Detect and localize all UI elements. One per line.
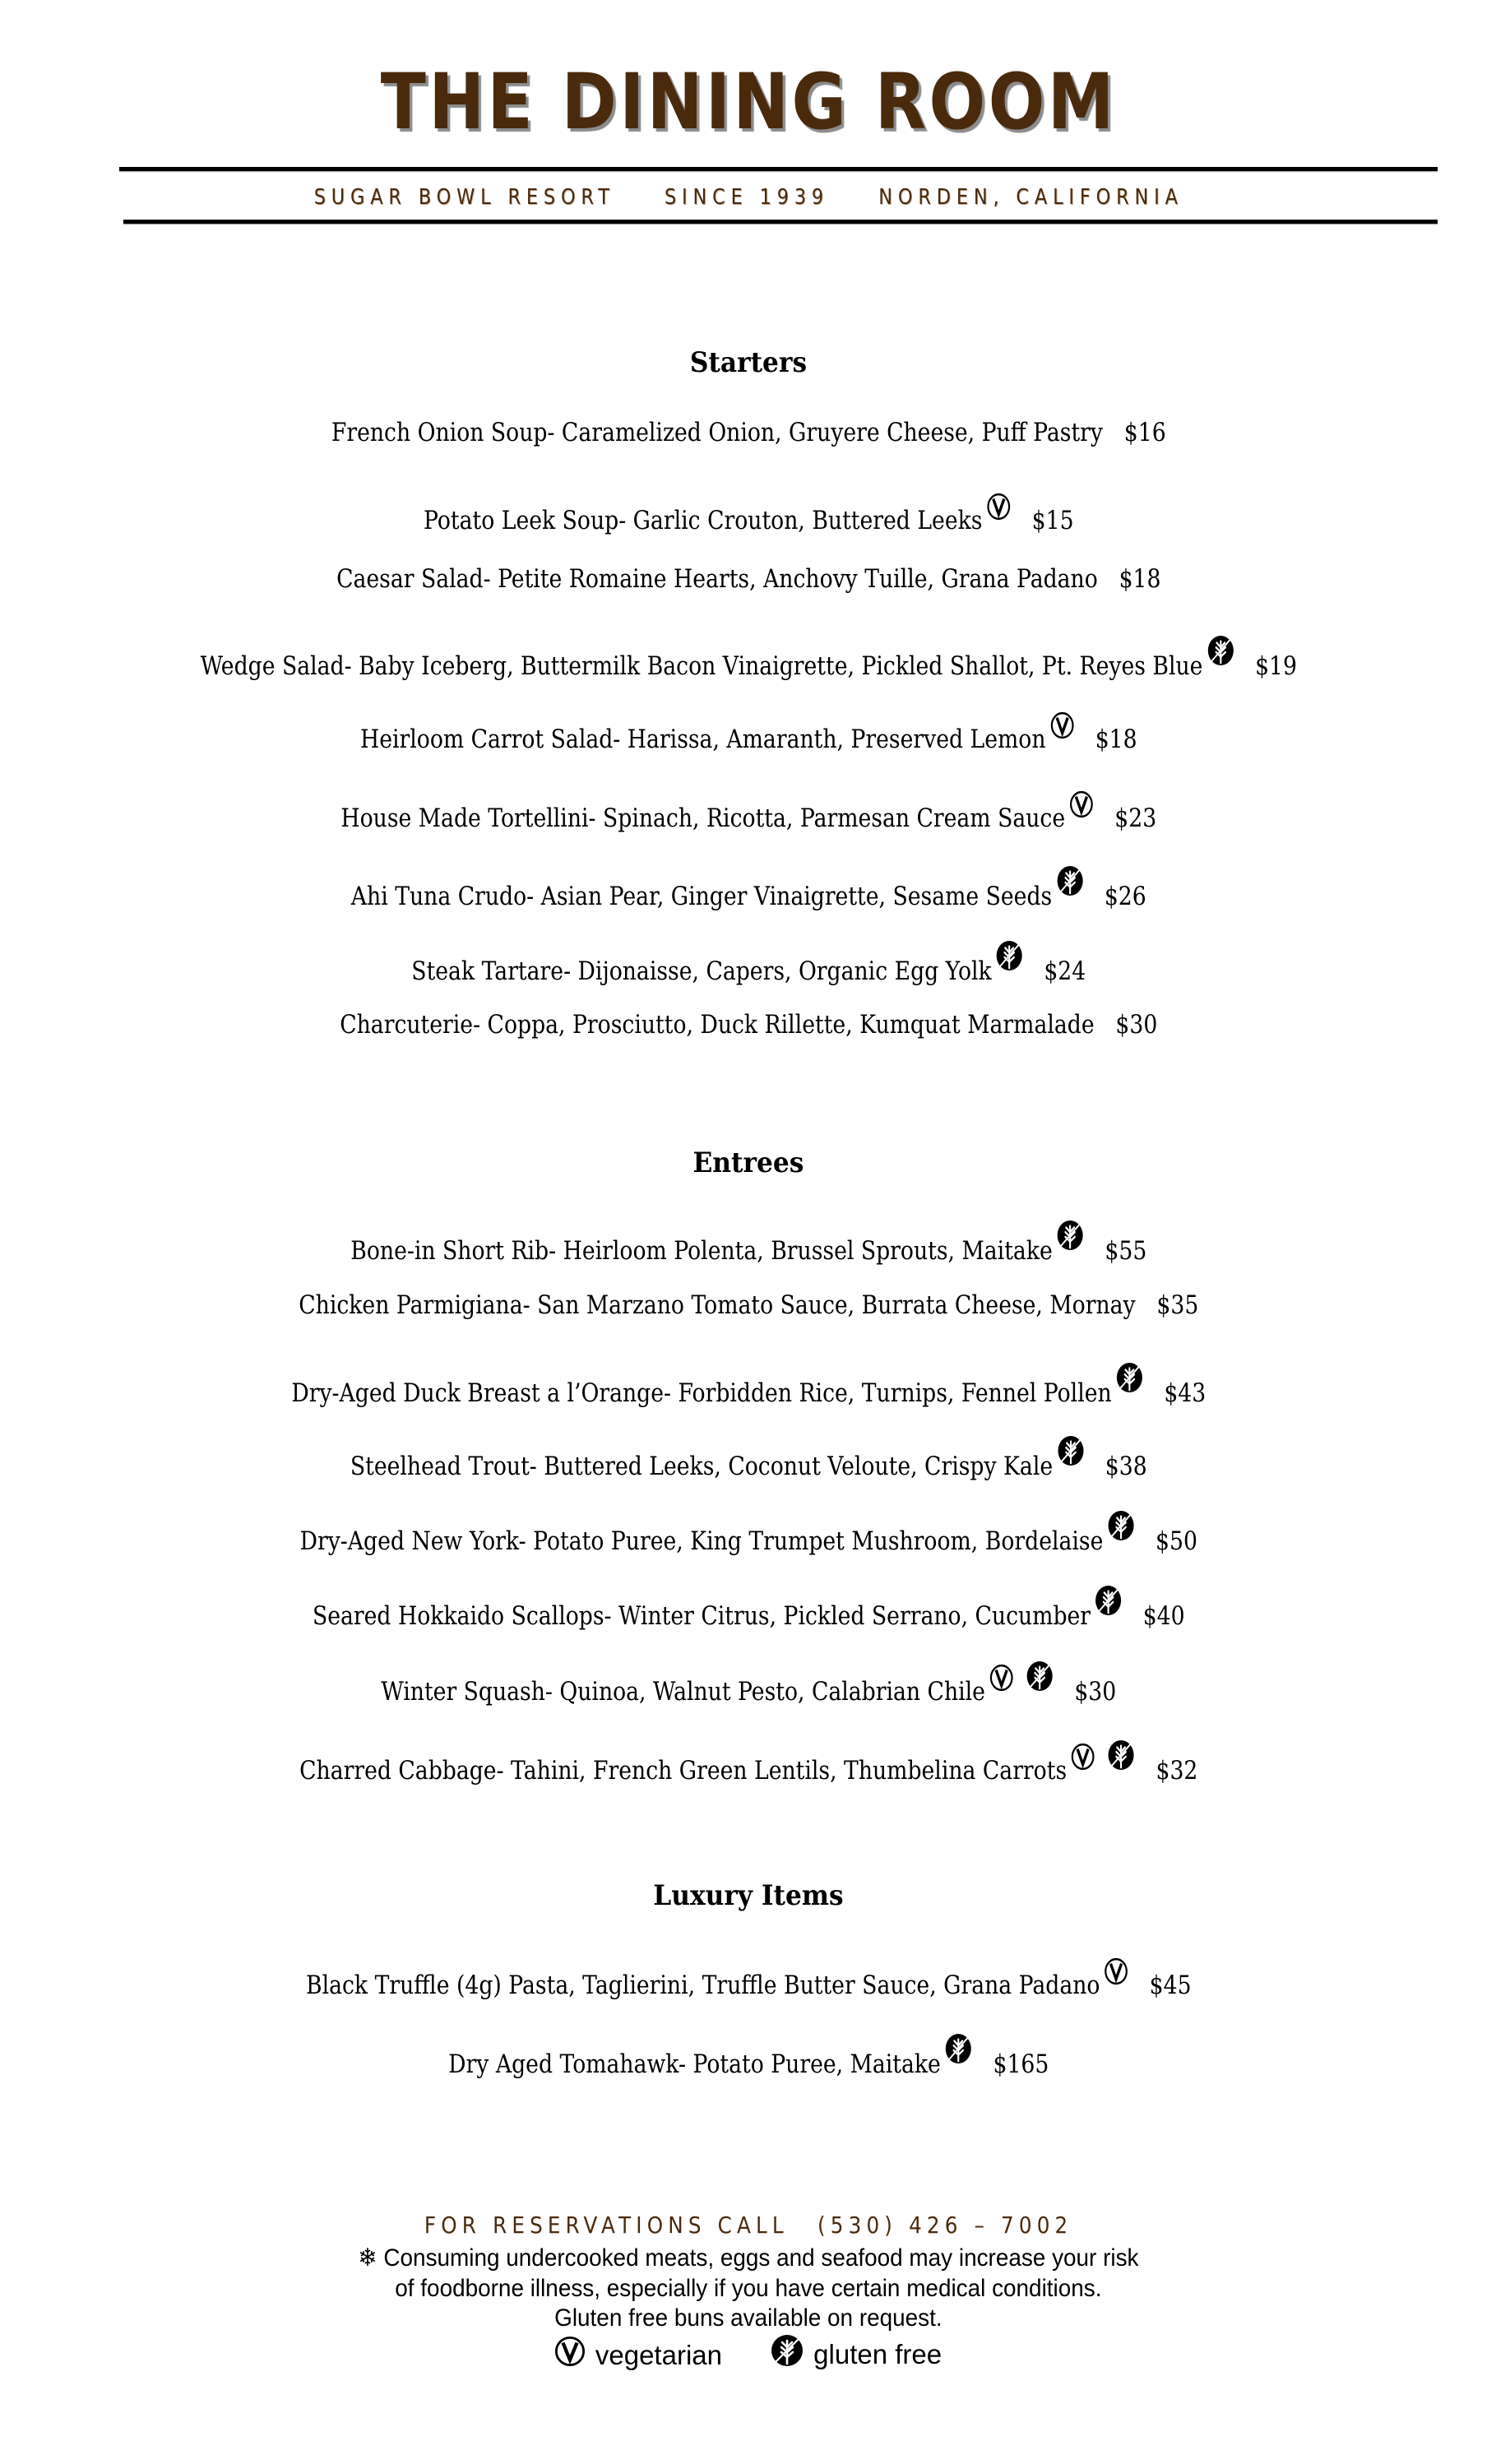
menu-item-price: $16 [1123, 418, 1166, 447]
menu-item-description: Dry Aged Tomahawk- Potato Puree, Maitake [448, 2049, 941, 2079]
menu-item-description: Charcuterie- Coppa, Prosciutto, Duck Rillette, Kumquat Marmalade [340, 1010, 1095, 1040]
menu-item-description: Steelhead Trout- Buttered Leeks, Coconut Veloute, Crispy Kale [350, 1452, 1054, 1481]
menu-item [105, 2033, 1392, 2081]
menu-item-price: $19 [1255, 651, 1297, 681]
menu-item-price: $30 [1115, 1010, 1158, 1040]
header-rule-top [119, 167, 1438, 171]
gluten-free-wheat-icon [945, 2033, 972, 2064]
menu-item [105, 790, 1392, 835]
gluten-free-wheat-icon [1057, 1220, 1084, 1251]
menu-item-price: $50 [1156, 1526, 1197, 1556]
menu-item [105, 711, 1392, 756]
menu-item [105, 1289, 1392, 1322]
menu-item-price: $38 [1105, 1452, 1147, 1481]
menu-item-description: Ahi Tuna Crudo- Asian Pear, Ginger Vinaigrette, Sesame Seeds [350, 882, 1053, 911]
subtitle-location: NORDEN, CALIFORNIA [878, 185, 1183, 210]
menu-item-price: $40 [1142, 1601, 1185, 1631]
menu-item [105, 1510, 1392, 1558]
circled-v-icon [1050, 711, 1074, 739]
legend-vegetarian [554, 2336, 722, 2374]
gluten-free-wheat-icon [1108, 1739, 1135, 1771]
subtitle-since: SINCE 1939 [664, 185, 830, 210]
gluten-free-wheat-icon [1116, 1362, 1143, 1393]
menu-item-price: $15 [1031, 506, 1074, 535]
circled-v-icon [554, 2336, 586, 2374]
menu-item-price: $32 [1156, 1756, 1198, 1785]
section-heading-entrees: Entrees [692, 1146, 804, 1179]
legend-gluten-free [771, 2334, 942, 2374]
subtitle-resort: SUGAR BOWL RESORT [313, 185, 615, 210]
menu-item-description: Winter Squash- Quinoa, Walnut Pesto, Calabrian Chile [381, 1677, 985, 1707]
menu-item-description: Seared Hokkaido Scallops- Winter Citrus, Pickled Serrano, Cucumber [312, 1601, 1091, 1631]
circled-v-icon [987, 493, 1011, 521]
menu-item-price: $24 [1044, 956, 1086, 986]
header-subtitle [105, 183, 1392, 212]
menu-item [105, 1660, 1392, 1708]
gluten-free-wheat-icon [996, 940, 1023, 971]
menu-item-price: $55 [1105, 1236, 1147, 1266]
menu-item-price: $23 [1114, 804, 1157, 833]
section-heading-luxury-items: Luxury Items [653, 1879, 844, 1912]
reservations-line [90, 2211, 1407, 2240]
menu-item [105, 1957, 1392, 2002]
menu-item [105, 635, 1392, 683]
menu-item-description: Charred Cabbage- Tahini, French Green Lentils, Thumbelina Carrots [299, 1756, 1068, 1785]
menu-item [105, 1585, 1392, 1633]
menu-item-description: Black Truffle (4g) Pasta, Taglierini, Truffle Butter Sauce, Grana Padano [305, 1971, 1100, 2000]
gluten-free-wheat-icon [1057, 1435, 1084, 1466]
gluten-free-wheat-icon [1108, 1510, 1135, 1541]
disclaimer-line-3: Gluten free buns available on request. [554, 2304, 943, 2332]
menu-item [105, 1220, 1392, 1267]
reservations-label: FOR RESERVATIONS CALL [424, 2212, 789, 2239]
gluten-free-wheat-icon [1207, 635, 1234, 666]
gluten-free-wheat-icon [1056, 865, 1083, 896]
menu-item [105, 1008, 1392, 1041]
menu-item-price: $43 [1164, 1378, 1207, 1408]
dietary-legend [0, 2334, 1496, 2374]
menu-item [105, 1362, 1392, 1410]
menu-item-price: $35 [1156, 1290, 1199, 1320]
restaurant-title: THE DINING ROOM [380, 58, 1117, 147]
menu-item-price: $30 [1074, 1677, 1117, 1707]
menu-item [105, 416, 1392, 449]
menu-item-description: Dry-Aged New York- Potato Puree, King Trumpet Mushroom, Bordelaise [299, 1526, 1104, 1556]
circled-v-icon [989, 1664, 1013, 1692]
disclaimer-line-2: of foodborne illness, especially if you have certain medical conditions. [395, 2275, 1102, 2302]
menu-item-price: $165 [993, 2049, 1049, 2079]
reservations-phone[interactable]: (530) 426 – 7002 [817, 2212, 1073, 2239]
menu-item-description: Dry-Aged Duck Breast a l’Orange- Forbidden Rice, Turnips, Fennel Pollen [291, 1378, 1112, 1408]
menu-item-description: House Made Tortellini- Spinach, Ricotta, Parmesan Cream Sauce [340, 804, 1066, 833]
menu-item-price: $45 [1149, 1971, 1192, 2000]
gluten-free-wheat-icon [1026, 1660, 1054, 1692]
menu-item-description: Wedge Salad- Baby Iceberg, Buttermilk Bacon Vinaigrette, Pickled Shallot, Pt. Reyes Blue [200, 651, 1203, 681]
circled-v-icon [1069, 790, 1093, 818]
menu-item-description: French Onion Soup- Caramelized Onion, Gruyere Cheese, Puff Pastry [331, 418, 1103, 447]
menu-item [105, 1435, 1392, 1483]
legend-gluten-free-label: gluten free [813, 2338, 943, 2369]
menu-item [105, 865, 1392, 913]
menu-item-price: $18 [1095, 725, 1137, 754]
menu-item-description: Steak Tartare- Dijonaisse, Capers, Organic Egg Yolk [411, 956, 992, 986]
menu-item-price: $18 [1119, 564, 1161, 594]
menu-item [105, 563, 1392, 595]
gluten-free-wheat-icon [1095, 1585, 1122, 1616]
menu-item-price: $26 [1104, 882, 1146, 911]
menu-item-description: Heirloom Carrot Salad- Harissa, Amaranth, Preserved Lemon [359, 725, 1046, 754]
menu-item-description: Potato Leek Soup- Garlic Crouton, Buttered Leeks [424, 506, 983, 535]
menu-item-description: Caesar Salad- Petite Romaine Hearts, Anchovy Tuille, Grana Padano [336, 564, 1098, 594]
legend-vegetarian-label: vegetarian [595, 2339, 722, 2370]
menu-item [105, 493, 1392, 537]
menu-item [105, 1739, 1392, 1787]
section-heading-starters: Starters [689, 346, 808, 379]
header-rule-bottom [123, 220, 1438, 224]
circled-v-icon [1071, 1743, 1095, 1771]
circled-v-icon [1105, 1957, 1128, 1985]
gluten-free-wheat-icon [771, 2334, 804, 2374]
menu-item-description: Chicken Parmigiana- San Marzano Tomato Sauce, Burrata Cheese, Mornay [299, 1290, 1136, 1320]
disclaimer-line-1: ❄ Consuming undercooked meats, eggs and seafood may increase your risk [358, 2244, 1139, 2272]
menu-item-description: Bone-in Short Rib- Heirloom Polenta, Brussel Sprouts, Maitake [350, 1236, 1053, 1266]
menu-item [105, 940, 1392, 988]
